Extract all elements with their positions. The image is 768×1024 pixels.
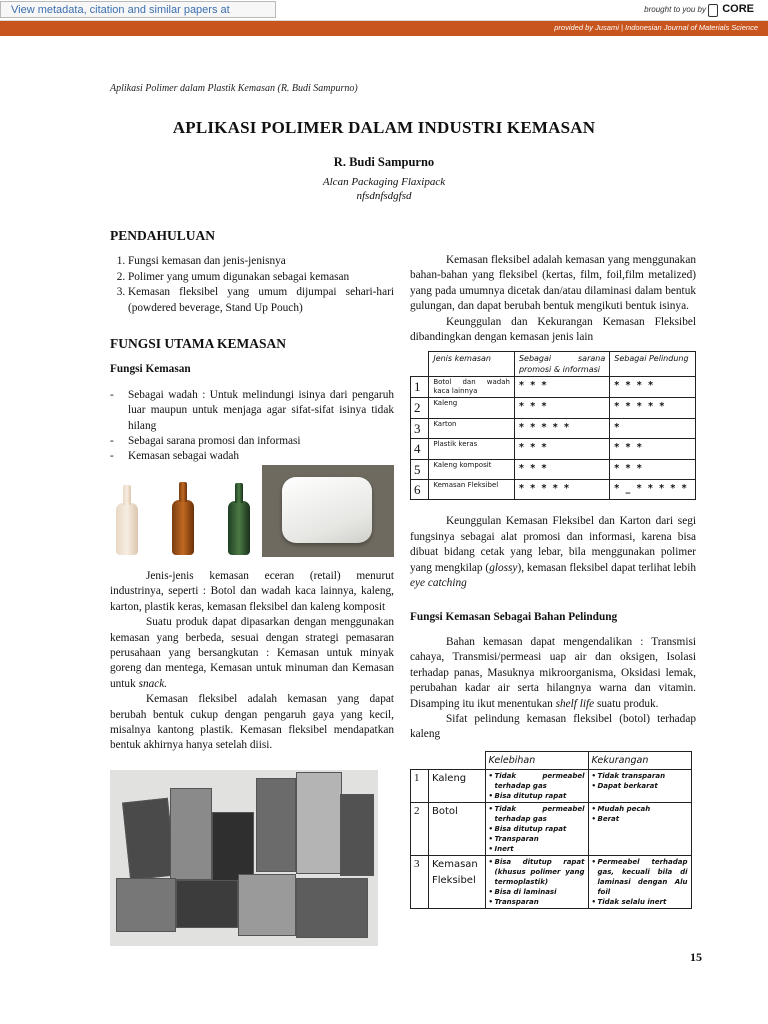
cell-disadvantages [588,803,691,856]
green-bottle-image [228,501,250,555]
paragraph [410,514,696,591]
list-item: • Bisa ditutup rapat [489,791,585,801]
column-header: Sebagai sarana promosi & informasi [514,352,609,377]
cell-protect-rating: * * * * * [610,398,696,418]
provided-by-text [554,23,758,32]
list-item: 1. Fungsi kemasan dan jenis-jenisnya [128,254,394,269]
cell-name: Kemasan Fleksibel [429,856,486,909]
author: R. Budi Sampurno [333,155,435,169]
list-item: - Sebagai wadah : Untuk melindungi isinya dari pengaruh luar maupun untuk menjaga agar sifat-sifat isinya tidak hilang [110,388,394,434]
list-item: • Transparan [489,897,585,907]
cell-name: Botol [429,803,486,856]
row-number: 3 [411,856,429,909]
package-shape [176,880,238,928]
section-heading-fungsi: FUNGSI UTAMA KEMASAN [110,336,287,352]
cell-protect-rating: * * * [610,459,696,479]
row-number: 6 [411,480,429,500]
cell-promo-rating: * * * [514,459,609,479]
table-row [411,398,696,418]
package-shape [296,878,368,938]
list-item: • Tidak selalu inert [592,897,688,907]
container-photos [110,475,394,555]
list-item: - Kemasan sebagai wadah [110,449,394,464]
function-list [110,388,394,465]
column-header: Kelebihan [485,751,588,769]
cell-name: Karton [429,418,515,438]
paragraph: Keunggulan dan Kekurangan Kemasan Fleksibel dibandingkan dengan kemasan jenis lain [410,315,696,344]
protection-comparison-table [410,751,692,909]
core-metadata-box[interactable] [0,1,276,18]
core-banner [0,0,768,21]
package-shape [170,788,212,880]
paragraph [410,635,696,712]
cell-advantages [485,770,588,803]
affiliation-line: Alcan Packaging Flaxipack [322,176,446,188]
paragraph: Sifat pelindung kemasan fleksibel (botol) terhadap kaleng [410,712,696,741]
table-row [411,480,696,500]
cell-protect-rating: * [610,418,696,438]
row-number: 3 [411,418,429,438]
cell-advantages [485,856,588,909]
running-header: Aplikasi Polimer dalam Plastik Kemasan (R. Budi Sampurno) [110,83,358,94]
paragraph-text: Keunggulan Kemasan Fleksibel dan Karton dari segi fungsinya sebagai alat promosi dan informasi, karena bisa dibuat bidang cetak yang lebar, bila menggunakan polimer yang mengkilap ( [410,515,696,574]
clear-bottle-image [116,503,138,555]
list-item: • Bisa ditutup rapat (khusus polimer yang termoplastik) [489,857,585,887]
list-item: 3. Kemasan fleksibel yang umum dijumpai sehari-hari (powdered beverage, Stand Up Pouch) [128,285,394,316]
column-header: Sebagai Pelindung [610,352,696,377]
list-item: 2. Polimer yang umum digunakan sebagai kemasan [128,270,394,285]
table-row [411,459,696,479]
paragraph-text: suatu produk. [594,697,659,710]
table-row [411,377,696,398]
paper-title: APLIKASI POLIMER DALAM INDUSTRI KEMASAN [172,118,596,137]
cell-name: Kaleng [429,398,515,418]
packaging-comparison-table [410,351,696,500]
cell-name: Kaleng komposit [429,459,515,479]
cell-promo-rating: * * * * * [514,418,609,438]
cell-name: Plastik keras [429,439,515,459]
table-row [411,803,692,856]
list-item: • Tidak permeabel terhadap gas [489,771,585,791]
column-header: Kekurangan [588,751,691,769]
flexible-packaging-photo [110,770,378,946]
list-item: • Dapat berkarat [592,781,688,791]
list-item: • Transparan [489,834,585,844]
list-item: • Tidak permeabel terhadap gas [489,804,585,824]
row-number: 5 [411,459,429,479]
subheading-pelindung: Fungsi Kemasan Sebagai Bahan Pelindung [410,610,618,623]
list-item: • Mudah pecah [592,804,688,814]
foam-container-image [262,465,394,557]
paragraph-text: Suatu produk dapat dipasarkan dengan menggunakan kemasan yang berbeda, sesuai dengan strategi pemasaran perusahaan yang bersangkutan : Kemasan untuk minyak goreng dan mentega, Kemasan untuk minuman dan Kemasan untuk [110,616,394,690]
right-column [410,253,696,909]
table-row [411,439,696,459]
foam-box [282,477,372,543]
column-header: Jenis kemasan [429,352,515,377]
list-item: - Sebagai sarana promosi dan informasi [110,434,394,449]
affiliation-line: nfsdnfsdgfsd [356,190,412,202]
table-header-row [411,352,696,377]
cell-protect-rating: * * * * [610,377,696,398]
left-column [110,228,394,946]
package-shape [122,798,176,880]
table-row [411,418,696,438]
table-header-row [411,751,692,769]
brought-by-text: brought to you by [644,5,706,14]
table-row [411,770,692,803]
provider-name[interactable]: Jusami | Indonesian Journal of Materials Science [595,23,758,32]
row-number: 1 [411,770,429,803]
table-row [411,856,692,909]
cell-protect-rating: * * * [610,439,696,459]
core-logo-icon [708,4,718,17]
cell-advantages [485,803,588,856]
package-shape [256,778,296,872]
list-item: • Permeabel terhadap gas, kecuali bila di laminasi dengan Alu foil [592,857,688,897]
cell-protect-rating: * _ * * * * * [610,480,696,500]
emphasis: glossy [489,561,518,574]
emphasis: shelf life [555,697,595,710]
core-logo[interactable]: CORE [722,3,754,15]
paragraph: Jenis-jenis kemasan eceran (retail) menurut industrinya, seperti : Botol dan wadah kaca lainnya, kaleng, karton, plastik keras, kemasan fleksibel dan kaleng komposit [110,569,394,613]
row-number: 1 [411,377,429,398]
paragraph-text: Bahan kemasan dapat mengendalikan : Transmisi cahaya, Transmisi/permeasi uap air dan oksigen, Isolasi terhadap panas, Masuknya mikroorganisma, Oksidasi lemak, perubahan kadar air serta hilangnya warna dan vitamin. Disamping itu ikut menentukan [410,635,696,710]
section-heading-pendahuluan: PENDAHULUAN [110,228,216,243]
intro-list [110,254,394,316]
list-item: • Tidak transparan [592,771,688,781]
list-item: • Berat [592,814,688,824]
package-shape [296,772,342,874]
subheading-fungsi-kemasan: Fungsi Kemasan [110,363,191,376]
cell-disadvantages [588,856,691,909]
list-item: • Bisa ditutup rapat [489,824,585,834]
cell-promo-rating: * * * [514,439,609,459]
cell-name: Kaleng [429,770,486,803]
cell-promo-rating: * * * [514,398,609,418]
cell-promo-rating: * * * * * [514,480,609,500]
package-shape [238,874,296,936]
emphasis: snack. [138,677,168,690]
affiliation [0,175,768,203]
package-shape [116,878,176,932]
cell-name: Botol dan wadah kaca lainnya [429,377,515,398]
row-number: 2 [411,398,429,418]
row-number: 2 [411,803,429,856]
cell-disadvantages [588,770,691,803]
list-item: • Inert [489,844,585,854]
paragraph: Kemasan fleksibel adalah kemasan yang menggunakan bahan-bahan yang fleksibel (kertas, film, foil,film metalized) yang pada umumnya dicetak dan/atau dilaminasi dalam bentuk gulungan, dan dapat berubah bentuk mengikuti bentuk isinya. [410,254,696,313]
list-item: • Bisa di laminasi [489,887,585,897]
package-shape [340,794,374,876]
paragraph-text: ), kemasan fleksibel dapat terlihat lebih [517,561,696,574]
provider-bar [0,21,768,36]
paragraph [110,615,394,692]
page-number: 15 [690,950,702,964]
row-number: 4 [411,439,429,459]
core-metadata-text: View metadata, citation and similar papers at [11,4,230,16]
cell-name: Kemasan Fleksibel [429,480,515,500]
brown-bottle-image [172,500,194,555]
provided-by-prefix: provided by [554,23,594,32]
cell-promo-rating: * * * [514,377,609,398]
paragraph: Kemasan fleksibel adalah kemasan yang dapat berubah bentuk cukup dengan pengaruh gaya yang kecil, misalnya kantong plastik. Kemasan fleksibel mendapatkan bentuk akhirnya hanya setelah diisi. [110,693,394,752]
emphasis: eye catching [410,577,467,590]
